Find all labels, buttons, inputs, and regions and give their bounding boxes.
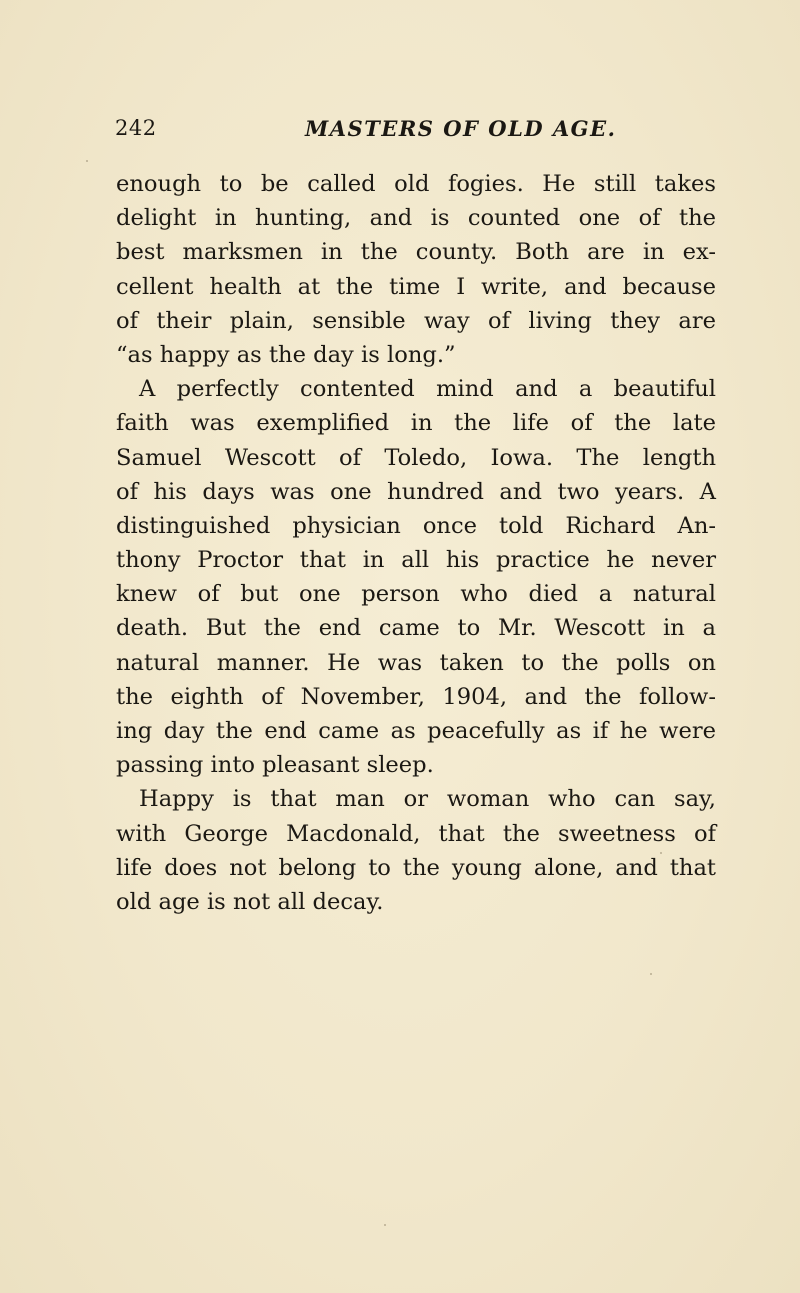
text-line: the eighth of November, 1904, and the follow- — [116, 683, 716, 710]
running-title: MASTERS OF OLD AGE. — [305, 116, 617, 141]
text-line: death. But the end came to Mr. Wescott in a — [116, 615, 716, 642]
text-line: delight in hunting, and is counted one of the — [116, 205, 716, 232]
paper-speck — [86, 160, 88, 162]
paper-speck — [384, 1224, 386, 1226]
running-head — [115, 116, 715, 146]
text-line: faith was exemplified in the life of the late — [116, 410, 716, 437]
text-line: “as happy as the day is long.” — [116, 341, 456, 368]
text-line: passing into pleasant sleep. — [116, 752, 434, 779]
text-line: knew of but one person who died a natural — [116, 581, 716, 608]
page-number: 242 — [115, 116, 157, 140]
paper-speck — [660, 852, 662, 854]
paragraph-start-line: Happy is that man or woman who can say, — [139, 786, 716, 813]
text-line: ing day the end came as peacefully as if he were — [116, 718, 716, 744]
paragraph-start-line: A perfectly contented mind and a beautiful — [139, 376, 716, 403]
text-line: life does not belong to the young alone, and that — [116, 854, 716, 881]
text-line: of their plain, sensible way of living they are — [116, 307, 716, 334]
text-line: distinguished physician once told Richard An- — [116, 512, 716, 539]
text-line: cellent health at the time I write, and because — [116, 273, 716, 300]
body-text — [116, 167, 716, 919]
text-line: best marksmen in the county. Both are in ex- — [116, 239, 716, 266]
text-line: natural manner. He was taken to the polls on — [116, 649, 716, 676]
paper-speck — [650, 973, 652, 975]
text-line: thony Proctor that in all his practice he never — [116, 547, 716, 574]
text-line: Samuel Wescott of Toledo, Iowa. The length — [116, 444, 716, 471]
text-line: old age is not all decay. — [116, 888, 384, 915]
text-line: enough to be called old fogies. He still takes — [116, 171, 716, 197]
text-line: of his days was one hundred and two years. A — [116, 478, 716, 505]
text-line: with George Macdonald, that the sweetness of — [116, 820, 716, 847]
